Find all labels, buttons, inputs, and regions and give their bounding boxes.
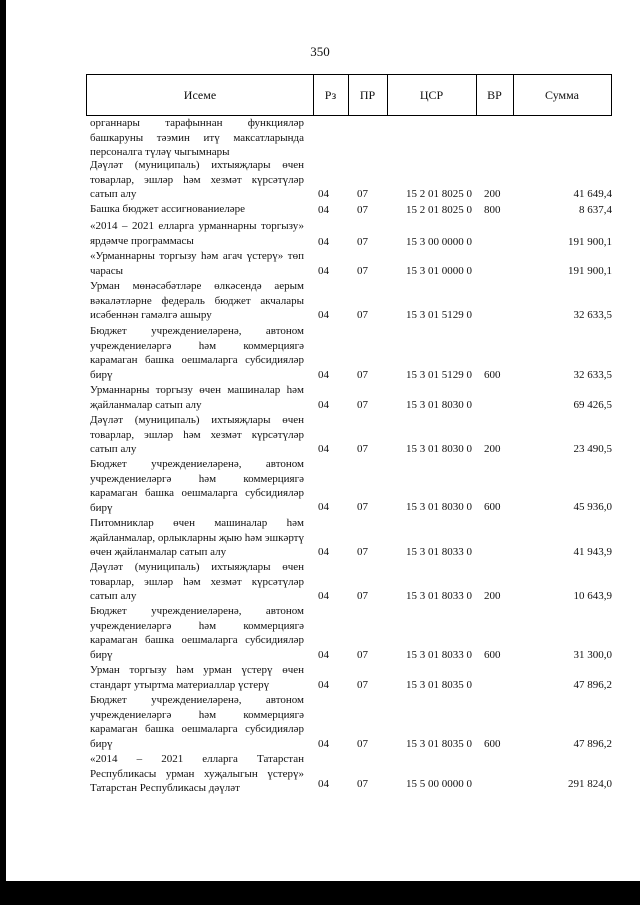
header-rz: Рз <box>313 75 349 115</box>
table-row <box>0 279 640 322</box>
row-sum: 23 490,5 <box>573 442 612 455</box>
row-rz: 04 <box>318 777 329 790</box>
row-csr: 15 3 00 0000 0 <box>406 235 472 248</box>
row-rz: 04 <box>318 500 329 513</box>
row-pr: 07 <box>357 500 368 513</box>
row-name: Бюджет учреждениеләренә, автоном учреждениеләргә һәм коммерциягә карамаган башка оешмаларга субсидияләр бирү <box>90 694 304 750</box>
row-csr: 15 3 01 8033 0 <box>406 648 472 661</box>
row-csr: 15 5 00 0000 0 <box>406 777 472 790</box>
row-sum: 47 896,2 <box>573 737 612 750</box>
row-sum: 41 649,4 <box>573 187 612 200</box>
row-name: Питомниклар өчен машиналар һәм җайланмалар, орлыкларны җыю һәм эшкәртү өчен җайланмалар сатып алу <box>90 517 304 558</box>
row-csr: 15 3 01 8035 0 <box>406 737 472 750</box>
table-row <box>0 219 640 249</box>
row-pr: 07 <box>357 648 368 661</box>
row-name: «2014 – 2021 елларга урманнарны торгызу» ярдәмче программасы <box>90 220 304 247</box>
row-pr: 07 <box>357 308 368 321</box>
row-csr: 15 2 01 8025 0 <box>406 203 472 216</box>
row-csr: 15 3 01 8030 0 <box>406 398 472 411</box>
table-row <box>0 604 640 662</box>
row-sum: 32 633,5 <box>573 308 612 321</box>
row-name: Бюджет учреждениеләренә, автоном учреждениеләргә һәм коммерциягә карамаган башка оешмаларга субсидияләр бирү <box>90 605 304 661</box>
row-pr: 07 <box>357 442 368 455</box>
table-row <box>0 249 640 278</box>
header-name: Исеме <box>87 75 314 115</box>
row-sum: 31 300,0 <box>573 648 612 661</box>
header-sum: Сумма <box>545 88 579 102</box>
row-pr: 07 <box>357 777 368 790</box>
table-row <box>0 457 640 514</box>
row-name: Башка бюджет ассигнованиеләре <box>90 203 245 215</box>
table-row <box>0 324 640 382</box>
row-csr: 15 3 01 5129 0 <box>406 308 472 321</box>
row-sum: 41 943,9 <box>573 545 612 558</box>
row-name: органнары тарафыннан функцияләр башкаруны тәэмин итү максатларында персоналга түләү чыгымнары <box>90 117 304 158</box>
row-sum: 191 900,1 <box>568 264 612 277</box>
row-pr: 07 <box>357 203 368 216</box>
row-name: «2014 – 2021 елларга Татарстан Республикасы урман хуҗалыгын үстерү» Татарстан Республикасы дәүләт <box>90 753 304 794</box>
row-name: Бюджет учреждениеләренә, автоном учреждениеләргә һәм коммерциягә карамаган башка оешмаларга субсидияләр бирү <box>90 458 304 514</box>
table-row <box>0 413 640 456</box>
row-name: Дәүләт (муниципаль) ихтыяҗлары өчен товарлар, эшләр һәм хезмәт күрсәтүләр сатып алу <box>90 561 304 602</box>
row-vr: 600 <box>484 500 501 513</box>
row-name: «Урманнарны торгызу һәм агач үстерү» төп чарасы <box>90 250 304 277</box>
row-vr: 200 <box>484 442 501 455</box>
row-sum: 69 426,5 <box>573 398 612 411</box>
row-rz: 04 <box>318 264 329 277</box>
row-rz: 04 <box>318 398 329 411</box>
row-sum: 45 936,0 <box>573 500 612 513</box>
row-rz: 04 <box>318 545 329 558</box>
row-csr: 15 3 01 8033 0 <box>406 545 472 558</box>
row-vr: 200 <box>484 187 501 200</box>
table-row <box>0 693 640 751</box>
table-row <box>0 116 640 160</box>
row-pr: 07 <box>357 368 368 381</box>
row-sum: 10 643,9 <box>573 589 612 602</box>
row-rz: 04 <box>318 737 329 750</box>
row-csr: 15 3 01 5129 0 <box>406 368 472 381</box>
row-vr: 600 <box>484 737 501 750</box>
table-row <box>0 752 640 795</box>
header-pr: ПР <box>348 75 388 115</box>
row-name: Дәүләт (муниципаль) ихтыяҗлары өчен товарлар, эшләр һәм хезмәт күрсәтүләр сатып алу <box>90 414 304 455</box>
row-pr: 07 <box>357 737 368 750</box>
row-sum: 191 900,1 <box>568 235 612 248</box>
row-pr: 07 <box>357 187 368 200</box>
row-rz: 04 <box>318 678 329 691</box>
row-sum: 47 896,2 <box>573 678 612 691</box>
row-rz: 04 <box>318 235 329 248</box>
row-name: Дәүләт (муниципаль) ихтыяҗлары өчен товарлар, эшләр һәм хезмәт күрсәтүләр сатып алу <box>90 159 304 200</box>
page-number: 350 <box>310 44 330 59</box>
row-vr: 200 <box>484 589 501 602</box>
table-row <box>0 383 640 412</box>
header-vr: ВР <box>476 75 514 115</box>
row-csr: 15 3 01 8033 0 <box>406 589 472 602</box>
row-vr: 600 <box>484 648 501 661</box>
row-csr: 15 2 01 8025 0 <box>406 187 472 200</box>
row-csr: 15 3 01 0000 0 <box>406 264 472 277</box>
row-rz: 04 <box>318 589 329 602</box>
row-sum: 291 824,0 <box>568 777 612 790</box>
row-pr: 07 <box>357 398 368 411</box>
row-name: Урман мөнәсәбәтләре өлкәсендә аерым вәкаләтләрне федераль бюджет акчалары исәбеннән гамәлгә ашыру <box>90 280 304 321</box>
row-vr: 600 <box>484 368 501 381</box>
row-rz: 04 <box>318 648 329 661</box>
row-pr: 07 <box>357 235 368 248</box>
table-row <box>0 202 640 217</box>
row-pr: 07 <box>357 545 368 558</box>
table-row <box>0 160 640 201</box>
row-csr: 15 3 01 8030 0 <box>406 442 472 455</box>
row-csr: 15 3 01 8030 0 <box>406 500 472 513</box>
row-pr: 07 <box>357 264 368 277</box>
row-rz: 04 <box>318 203 329 216</box>
row-name: Бюджет учреждениеләренә, автоном учреждениеләргә һәм коммерциягә карамаган башка оешмаларга субсидияләр бирү <box>90 325 304 381</box>
table-row <box>0 663 640 692</box>
row-csr: 15 3 01 8035 0 <box>406 678 472 691</box>
row-rz: 04 <box>318 308 329 321</box>
table-row <box>0 516 640 559</box>
row-rz: 04 <box>318 442 329 455</box>
row-name: Урман торгызу һәм урман үстерү өчен стандарт утыртма материаллар үстерү <box>90 664 304 691</box>
row-name: Урманнарны торгызу өчен машиналар һәм җайланмалар сатып алу <box>90 384 304 411</box>
row-rz: 04 <box>318 187 329 200</box>
row-sum: 8 637,4 <box>579 203 612 216</box>
row-rz: 04 <box>318 368 329 381</box>
row-vr: 800 <box>484 203 501 216</box>
row-pr: 07 <box>357 589 368 602</box>
table-row <box>0 560 640 603</box>
header-csr: ЦСР <box>387 75 477 115</box>
row-pr: 07 <box>357 678 368 691</box>
row-sum: 32 633,5 <box>573 368 612 381</box>
